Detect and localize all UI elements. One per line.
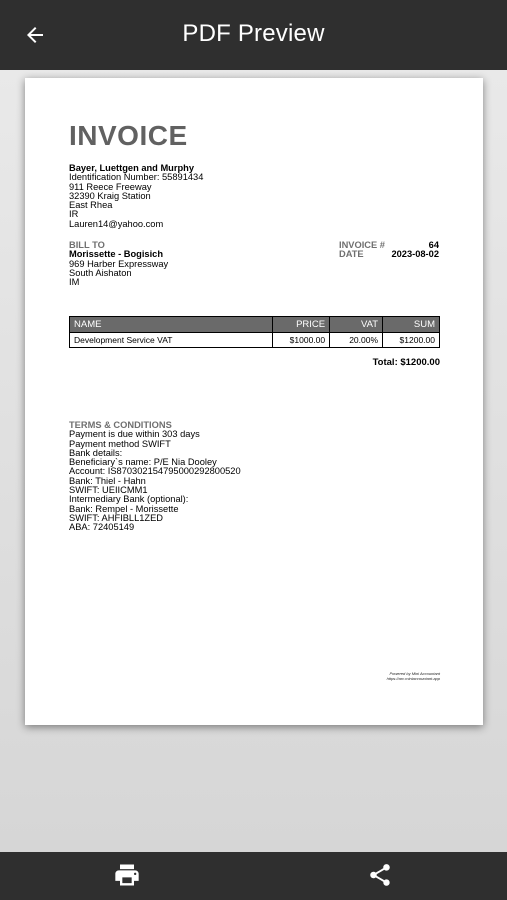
terms-label: TERMS & CONDITIONS (69, 420, 172, 430)
print-button[interactable] (111, 862, 143, 892)
powered-by-line: Powered by Mini Accountant (389, 671, 440, 676)
terms-line: Payment is due within 303 days (69, 429, 200, 440)
print-icon (113, 861, 141, 894)
invoice-meta (339, 241, 439, 260)
terms-block (69, 421, 241, 533)
table-row (70, 333, 440, 348)
sender-line: Identification Number: 55891434 (69, 172, 204, 183)
page-title: PDF Preview (182, 20, 325, 47)
sender-block (69, 164, 203, 229)
bill-to-line: IM (69, 277, 80, 288)
invoice-number-label: INVOICE # (339, 240, 385, 250)
terms-line: SWIFT: UEIICMM1 (69, 485, 148, 496)
terms-line: Beneficiary`s name: P/E Nia Dooley (69, 457, 217, 468)
terms-line: Intermediary Bank (optional): (69, 494, 189, 505)
terms-line: Bank details: (69, 447, 123, 458)
bottom-toolbar (0, 852, 507, 900)
share-icon (367, 862, 393, 893)
column-header-vat: VAT (330, 317, 383, 333)
sender-line: East Rhea (69, 200, 113, 211)
terms-line: SWIFT: AHFIBLL1ZED (69, 512, 164, 523)
sender-line: IR (69, 209, 79, 220)
terms-line: Bank: Rempel - Morissette (69, 503, 179, 514)
item-name: Development Service VAT (70, 333, 273, 348)
terms-line: Bank: Thiel - Hahn (69, 475, 146, 486)
terms-line: ABA: 72405149 (69, 522, 135, 533)
sender-line: 32390 Kraig Station (69, 190, 151, 201)
invoice-total: Total: $1200.00 (372, 357, 440, 368)
item-sum: $1200.00 (383, 333, 440, 348)
invoice-number-value: 64 (428, 240, 439, 250)
bill-to-block (69, 241, 168, 287)
column-header-sum: SUM (383, 317, 440, 333)
bill-to-label: BILL TO (69, 240, 105, 250)
top-app-bar (0, 0, 507, 70)
date-label: DATE (339, 249, 364, 260)
sender-line: 911 Reece Freeway (69, 181, 152, 192)
table-header-row (70, 317, 440, 333)
invoice-title: INVOICE (69, 120, 188, 151)
sender-name: Bayer, Luettgen and Murphy (69, 163, 195, 173)
pdf-viewer[interactable] (0, 70, 507, 852)
powered-by-url: https://arc.miniaccountant.app (386, 676, 440, 681)
bill-to-line: South Aishaton (69, 267, 132, 278)
item-vat: 20.00% (330, 333, 383, 348)
item-price: $1000.00 (273, 333, 330, 348)
column-header-price: PRICE (273, 317, 330, 333)
column-header-name: NAME (70, 317, 273, 333)
pdf-page (25, 78, 483, 725)
powered-by (387, 671, 440, 681)
sender-email: Lauren14@yahoo.com (69, 218, 164, 229)
share-button[interactable] (364, 862, 396, 892)
items-table (69, 316, 440, 348)
bill-to-name: Morissette - Bogisich (69, 249, 164, 260)
bill-to-line: 969 Harber Expressway (69, 258, 169, 269)
date-value: 2023-08-02 (391, 249, 439, 260)
terms-line: Account: IS870302154795000292800520 (69, 466, 241, 477)
terms-line: Payment method SWIFT (69, 438, 171, 449)
